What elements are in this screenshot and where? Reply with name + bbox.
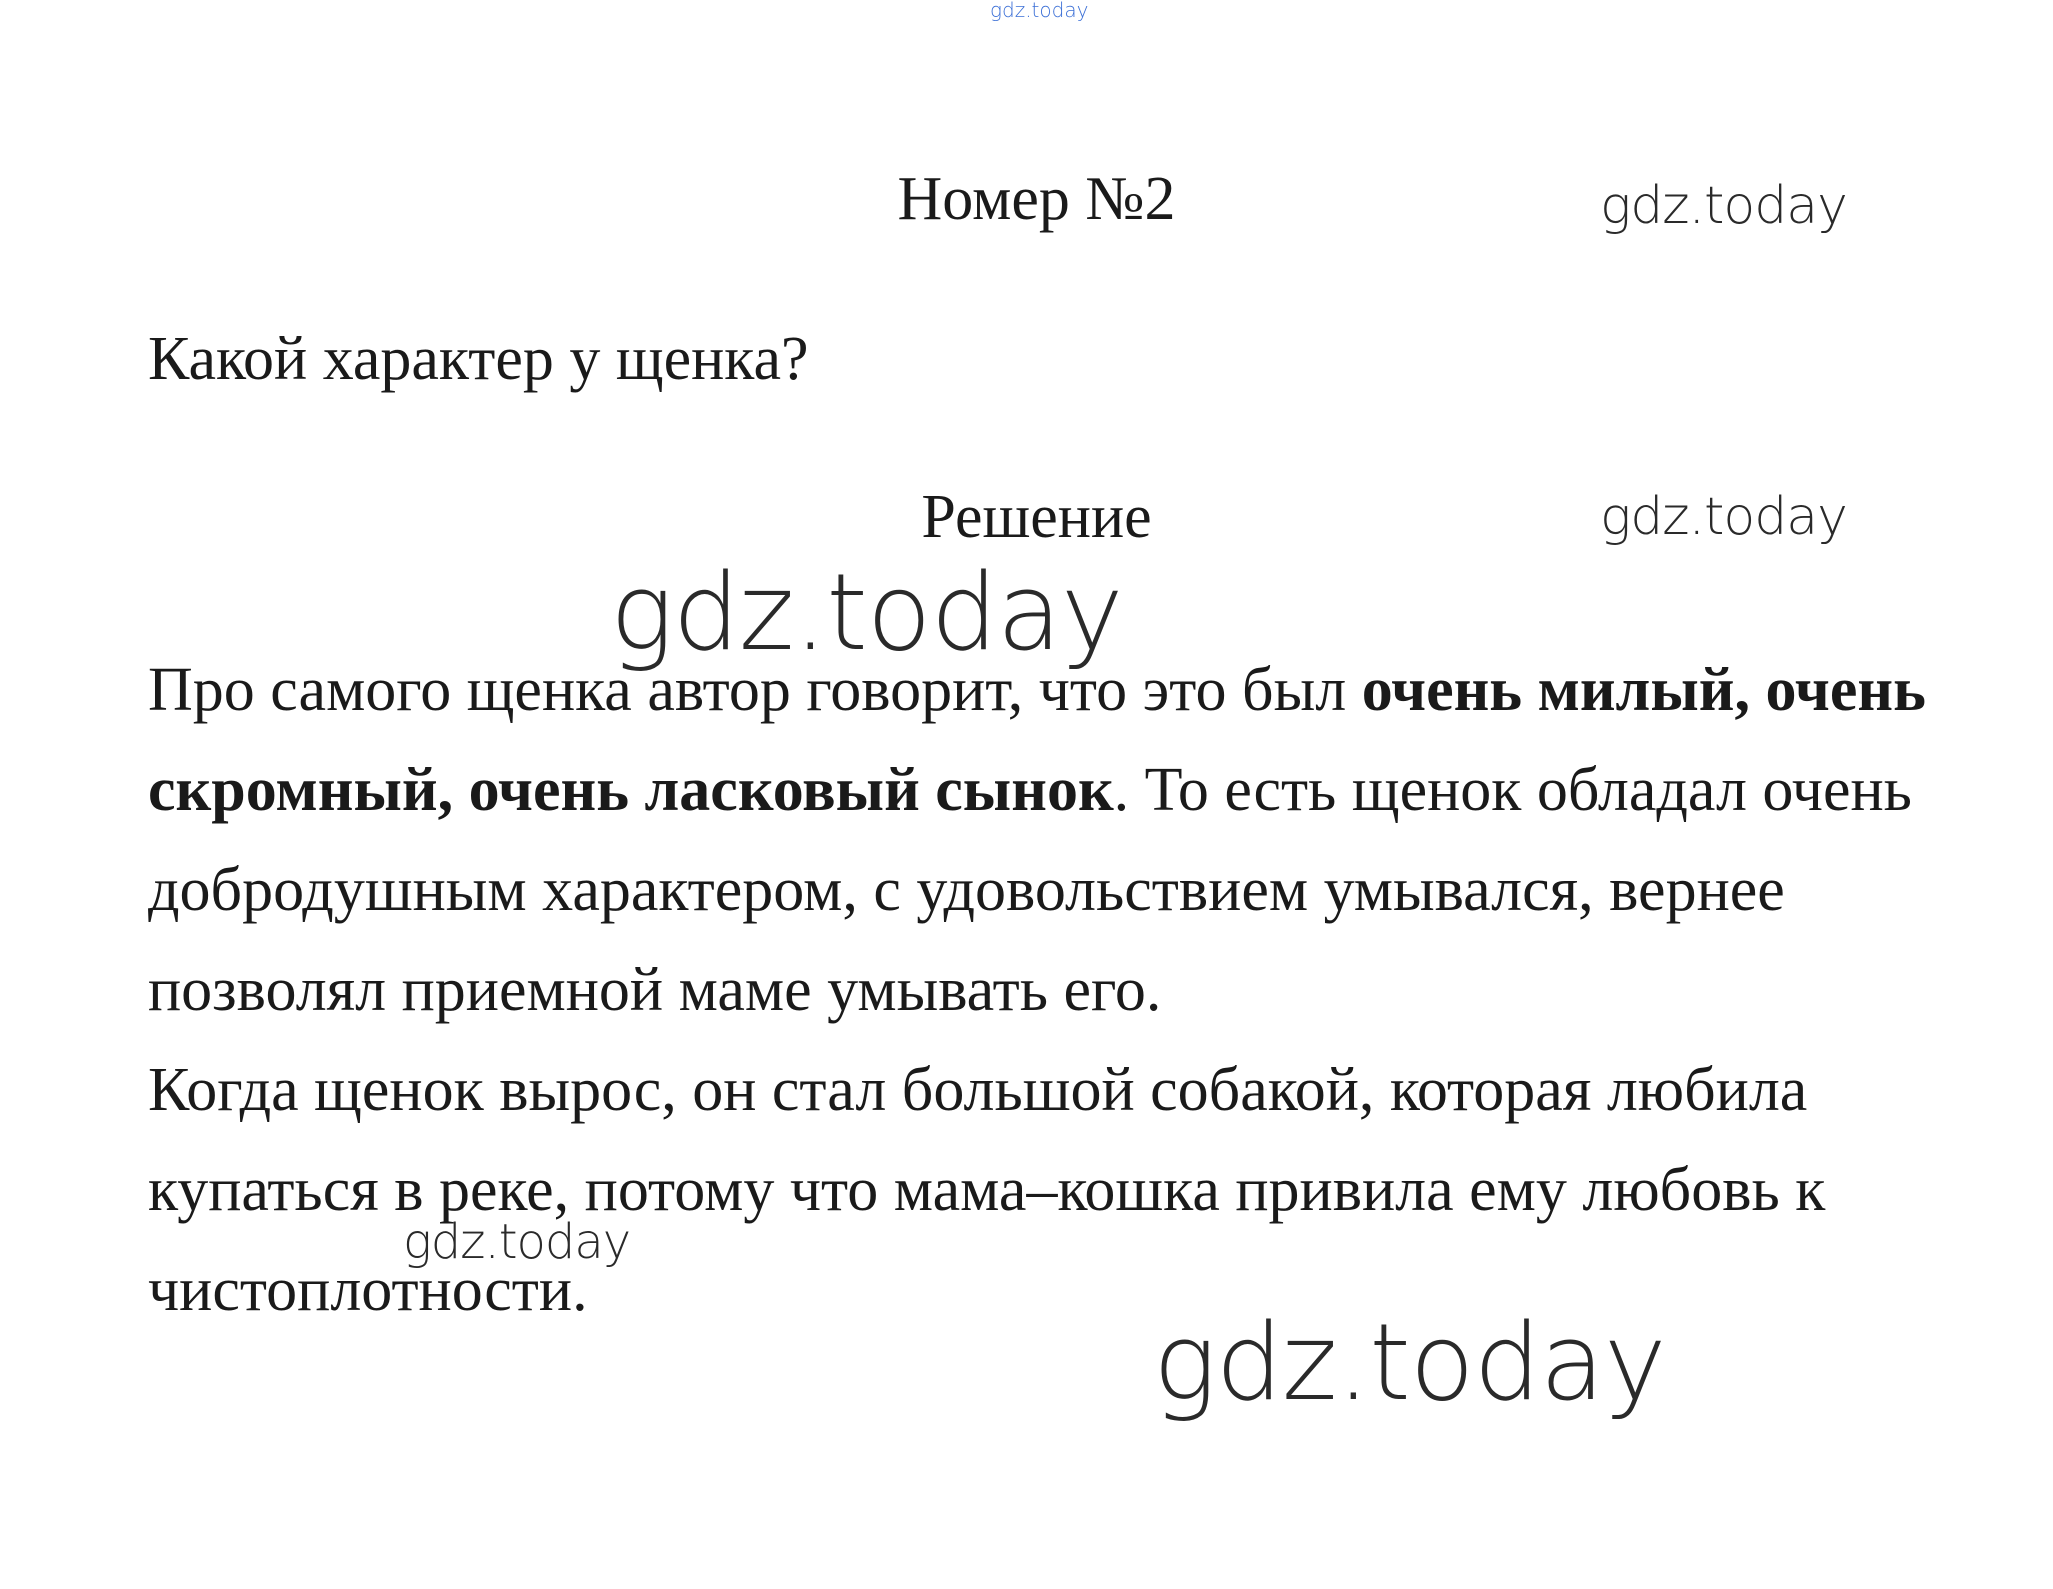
page-title: Номер №2 <box>897 165 1176 233</box>
watermark-solution-right: gdz.today <box>1600 487 1847 547</box>
solution-heading: Решение <box>921 483 1152 551</box>
answer-paragraph-1 <box>148 640 1938 1040</box>
answer-p1-start: Про самого щенка автор говорит, что это был <box>148 656 1362 724</box>
answer-p1-end: . То есть щенок обладал очень добродушным характером, с удовольствием умывался, вернее позволял приемной маме умывать его. <box>148 756 1912 1024</box>
watermark-mid-small: gdz.today <box>403 1214 631 1270</box>
watermark-large-1: gdz.today <box>610 551 1123 674</box>
watermark-header-right: gdz.today <box>1600 176 1847 236</box>
watermark-large-2: gdz.today <box>1153 1301 1666 1424</box>
watermark-top: gdz.today <box>990 0 1089 22</box>
answer-p1-bold: очень милый, очень скромный, очень ласковый сынок <box>148 656 1926 824</box>
answer-paragraph-2: Когда щенок вырос, он стал большой собакой, которая любила купаться в реке, потому что мама–кошка привила ему любовь к чистоплотности. <box>148 1056 1826 1324</box>
question-text: Какой характер у щенка? <box>148 325 809 393</box>
